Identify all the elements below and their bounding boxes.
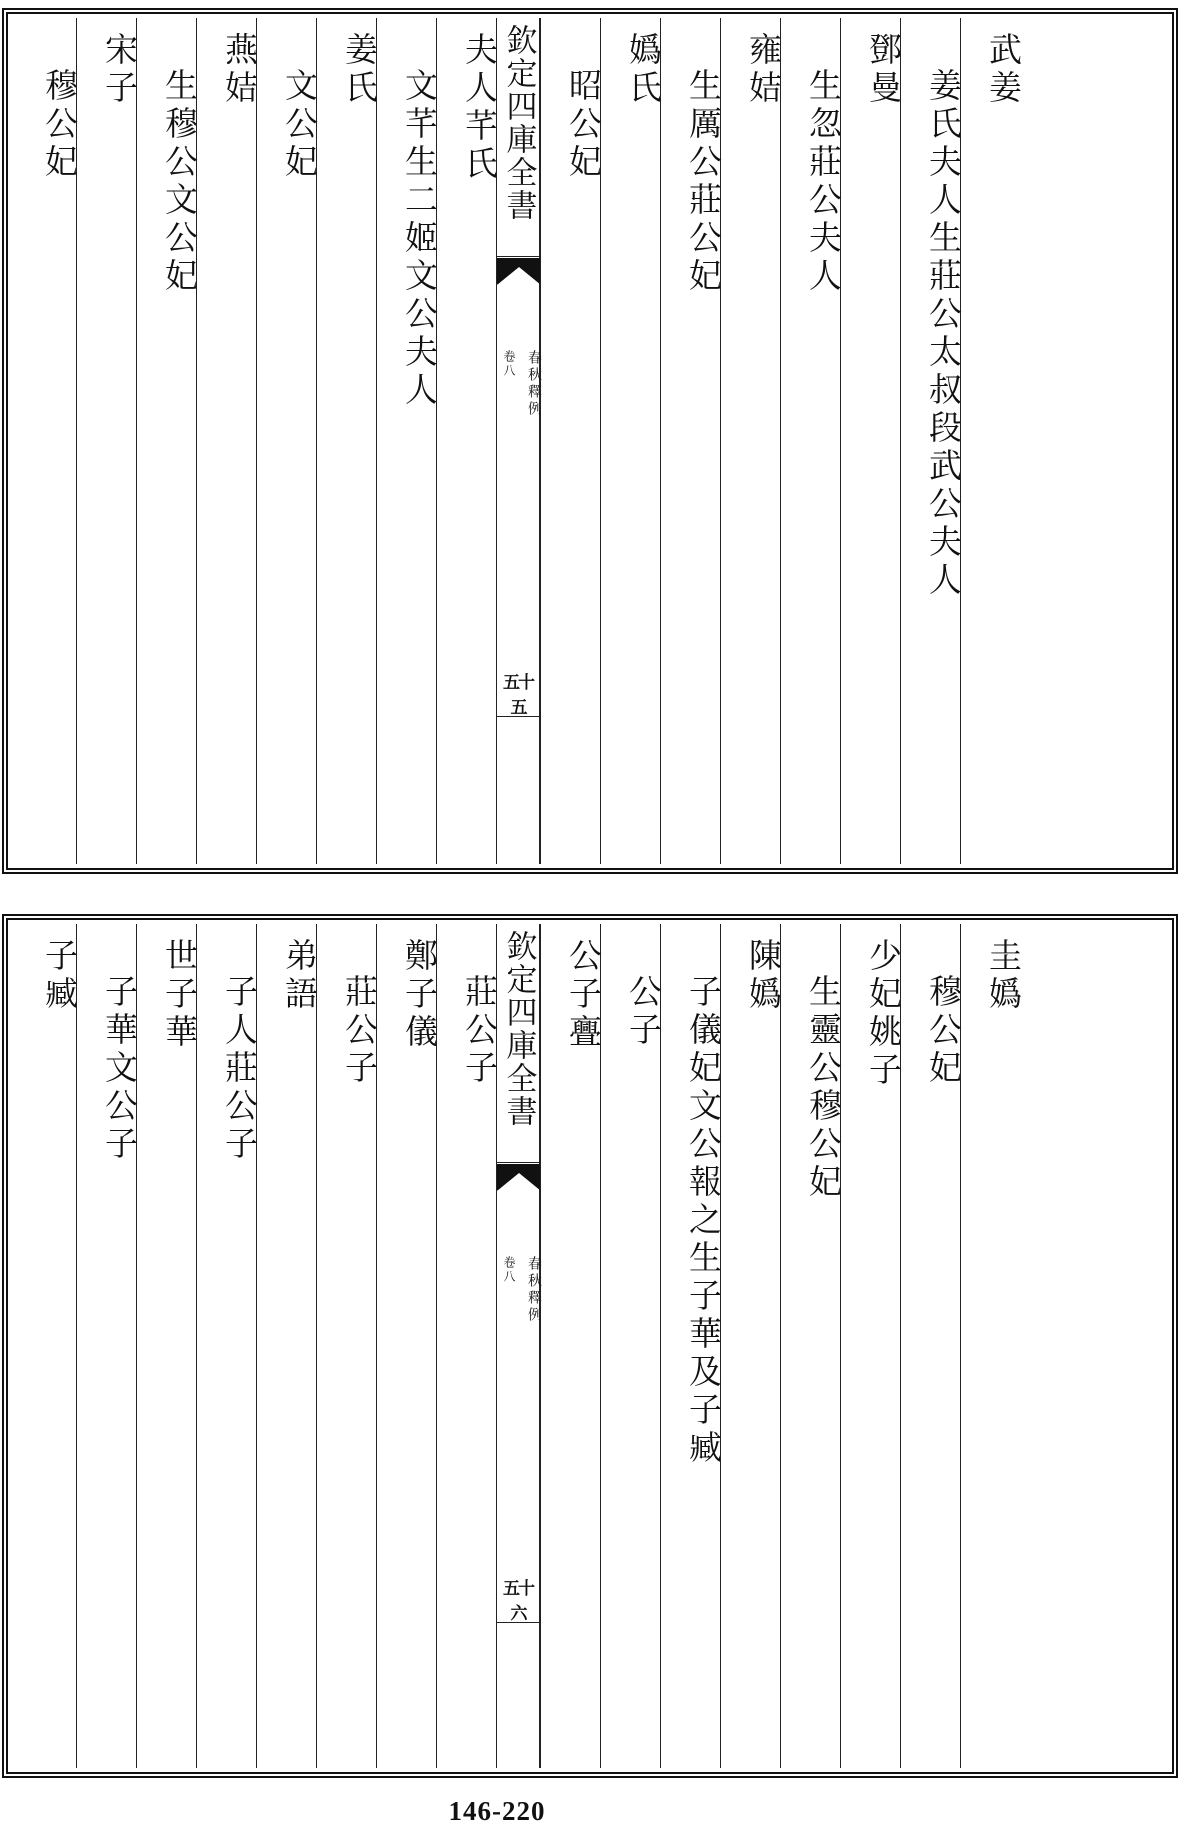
column-text: 子華文公子	[100, 974, 139, 1164]
text-column	[12, 18, 79, 864]
text-column	[780, 18, 843, 864]
bottom-page	[2, 914, 1178, 1778]
text-column	[376, 18, 439, 864]
column-text: 宋子	[100, 32, 139, 108]
text-column	[720, 18, 783, 864]
column-text: 子臧	[40, 938, 79, 1014]
text-column	[196, 924, 259, 1768]
column-text: 公子亹	[564, 938, 603, 1052]
column-text: 生靈公穆公妃	[804, 974, 843, 1202]
folio-number: 五十五	[503, 673, 533, 718]
column-text: 公子	[624, 974, 663, 1050]
column-text: 姜氏夫人生莊公太叔段武公夫人	[924, 68, 963, 600]
column-text: 雍姞	[744, 32, 783, 108]
text-column	[12, 924, 79, 1768]
center-margin	[496, 18, 540, 864]
column-text: 圭嬀	[984, 938, 1023, 1014]
margin-rule	[497, 1162, 539, 1163]
column-text: 姜氏	[340, 32, 379, 108]
collection-title: 欽定四庫全書	[500, 24, 537, 222]
text-column	[840, 18, 903, 864]
column-text: 武姜	[984, 32, 1023, 108]
column-text: 文公妃	[280, 68, 319, 182]
text-column	[376, 924, 439, 1768]
text-column	[76, 18, 139, 864]
column-text: 生穆公文公妃	[160, 68, 199, 296]
column-text: 世子華	[160, 938, 199, 1052]
page-number: 146-220	[448, 1796, 546, 1826]
column-text: 文芊生二姬文公夫人	[400, 68, 439, 410]
column-text: 生厲公莊公妃	[684, 68, 723, 296]
book-title: 春秋釋例	[526, 350, 542, 418]
page-footer	[0, 1796, 1204, 1827]
juan-number: 卷八	[502, 1256, 516, 1284]
margin-rule	[497, 1622, 539, 1623]
text-column	[720, 924, 783, 1768]
text-column	[196, 18, 259, 864]
column-text: 少妃姚子	[864, 938, 903, 1090]
center-margin	[496, 924, 540, 1768]
text-column	[960, 18, 1023, 864]
margin-rule	[497, 256, 539, 257]
column-text: 穆公妃	[40, 68, 79, 182]
collection-title: 欽定四庫全書	[500, 930, 537, 1128]
column-text: 昭公妃	[564, 68, 603, 182]
text-column	[900, 924, 963, 1768]
text-column	[660, 18, 723, 864]
text-column	[780, 924, 843, 1768]
column-text: 夫人芊氏	[460, 32, 499, 184]
column-text: 弟語	[280, 938, 319, 1014]
column-text: 鄭子儀	[400, 938, 439, 1052]
text-column	[840, 924, 903, 1768]
fish-tail-mark	[497, 1164, 541, 1208]
text-column	[76, 924, 139, 1768]
column-text: 鄧曼	[864, 32, 903, 108]
text-column	[316, 18, 379, 864]
text-column	[600, 924, 663, 1768]
fish-tail-mark	[497, 258, 541, 302]
column-text: 莊公子	[460, 974, 499, 1088]
column-text: 生忽莊公夫人	[804, 68, 843, 296]
column-text: 陳嬀	[744, 938, 783, 1014]
text-column	[136, 924, 199, 1768]
text-column	[660, 924, 723, 1768]
column-text: 燕姞	[220, 32, 259, 108]
top-page	[2, 8, 1178, 874]
text-column	[540, 18, 603, 864]
text-column	[960, 924, 1023, 1768]
text-column	[900, 18, 963, 864]
margin-rule	[497, 716, 539, 717]
juan-number: 卷八	[502, 350, 516, 378]
text-column	[600, 18, 663, 864]
text-column	[436, 924, 499, 1768]
text-column	[256, 18, 319, 864]
text-column	[540, 924, 603, 1768]
folio-number: 五十六	[503, 1579, 533, 1624]
column-text: 莊公子	[340, 974, 379, 1088]
column-text: 子儀妃文公報之生子華及子臧	[684, 974, 723, 1468]
text-column	[436, 18, 499, 864]
column-text: 子人莊公子	[220, 974, 259, 1164]
column-text: 穆公妃	[924, 974, 963, 1088]
book-title: 春秋釋例	[526, 1256, 542, 1324]
text-column	[256, 924, 319, 1768]
text-column	[136, 18, 199, 864]
text-column	[316, 924, 379, 1768]
column-text: 嬀氏	[624, 32, 663, 108]
